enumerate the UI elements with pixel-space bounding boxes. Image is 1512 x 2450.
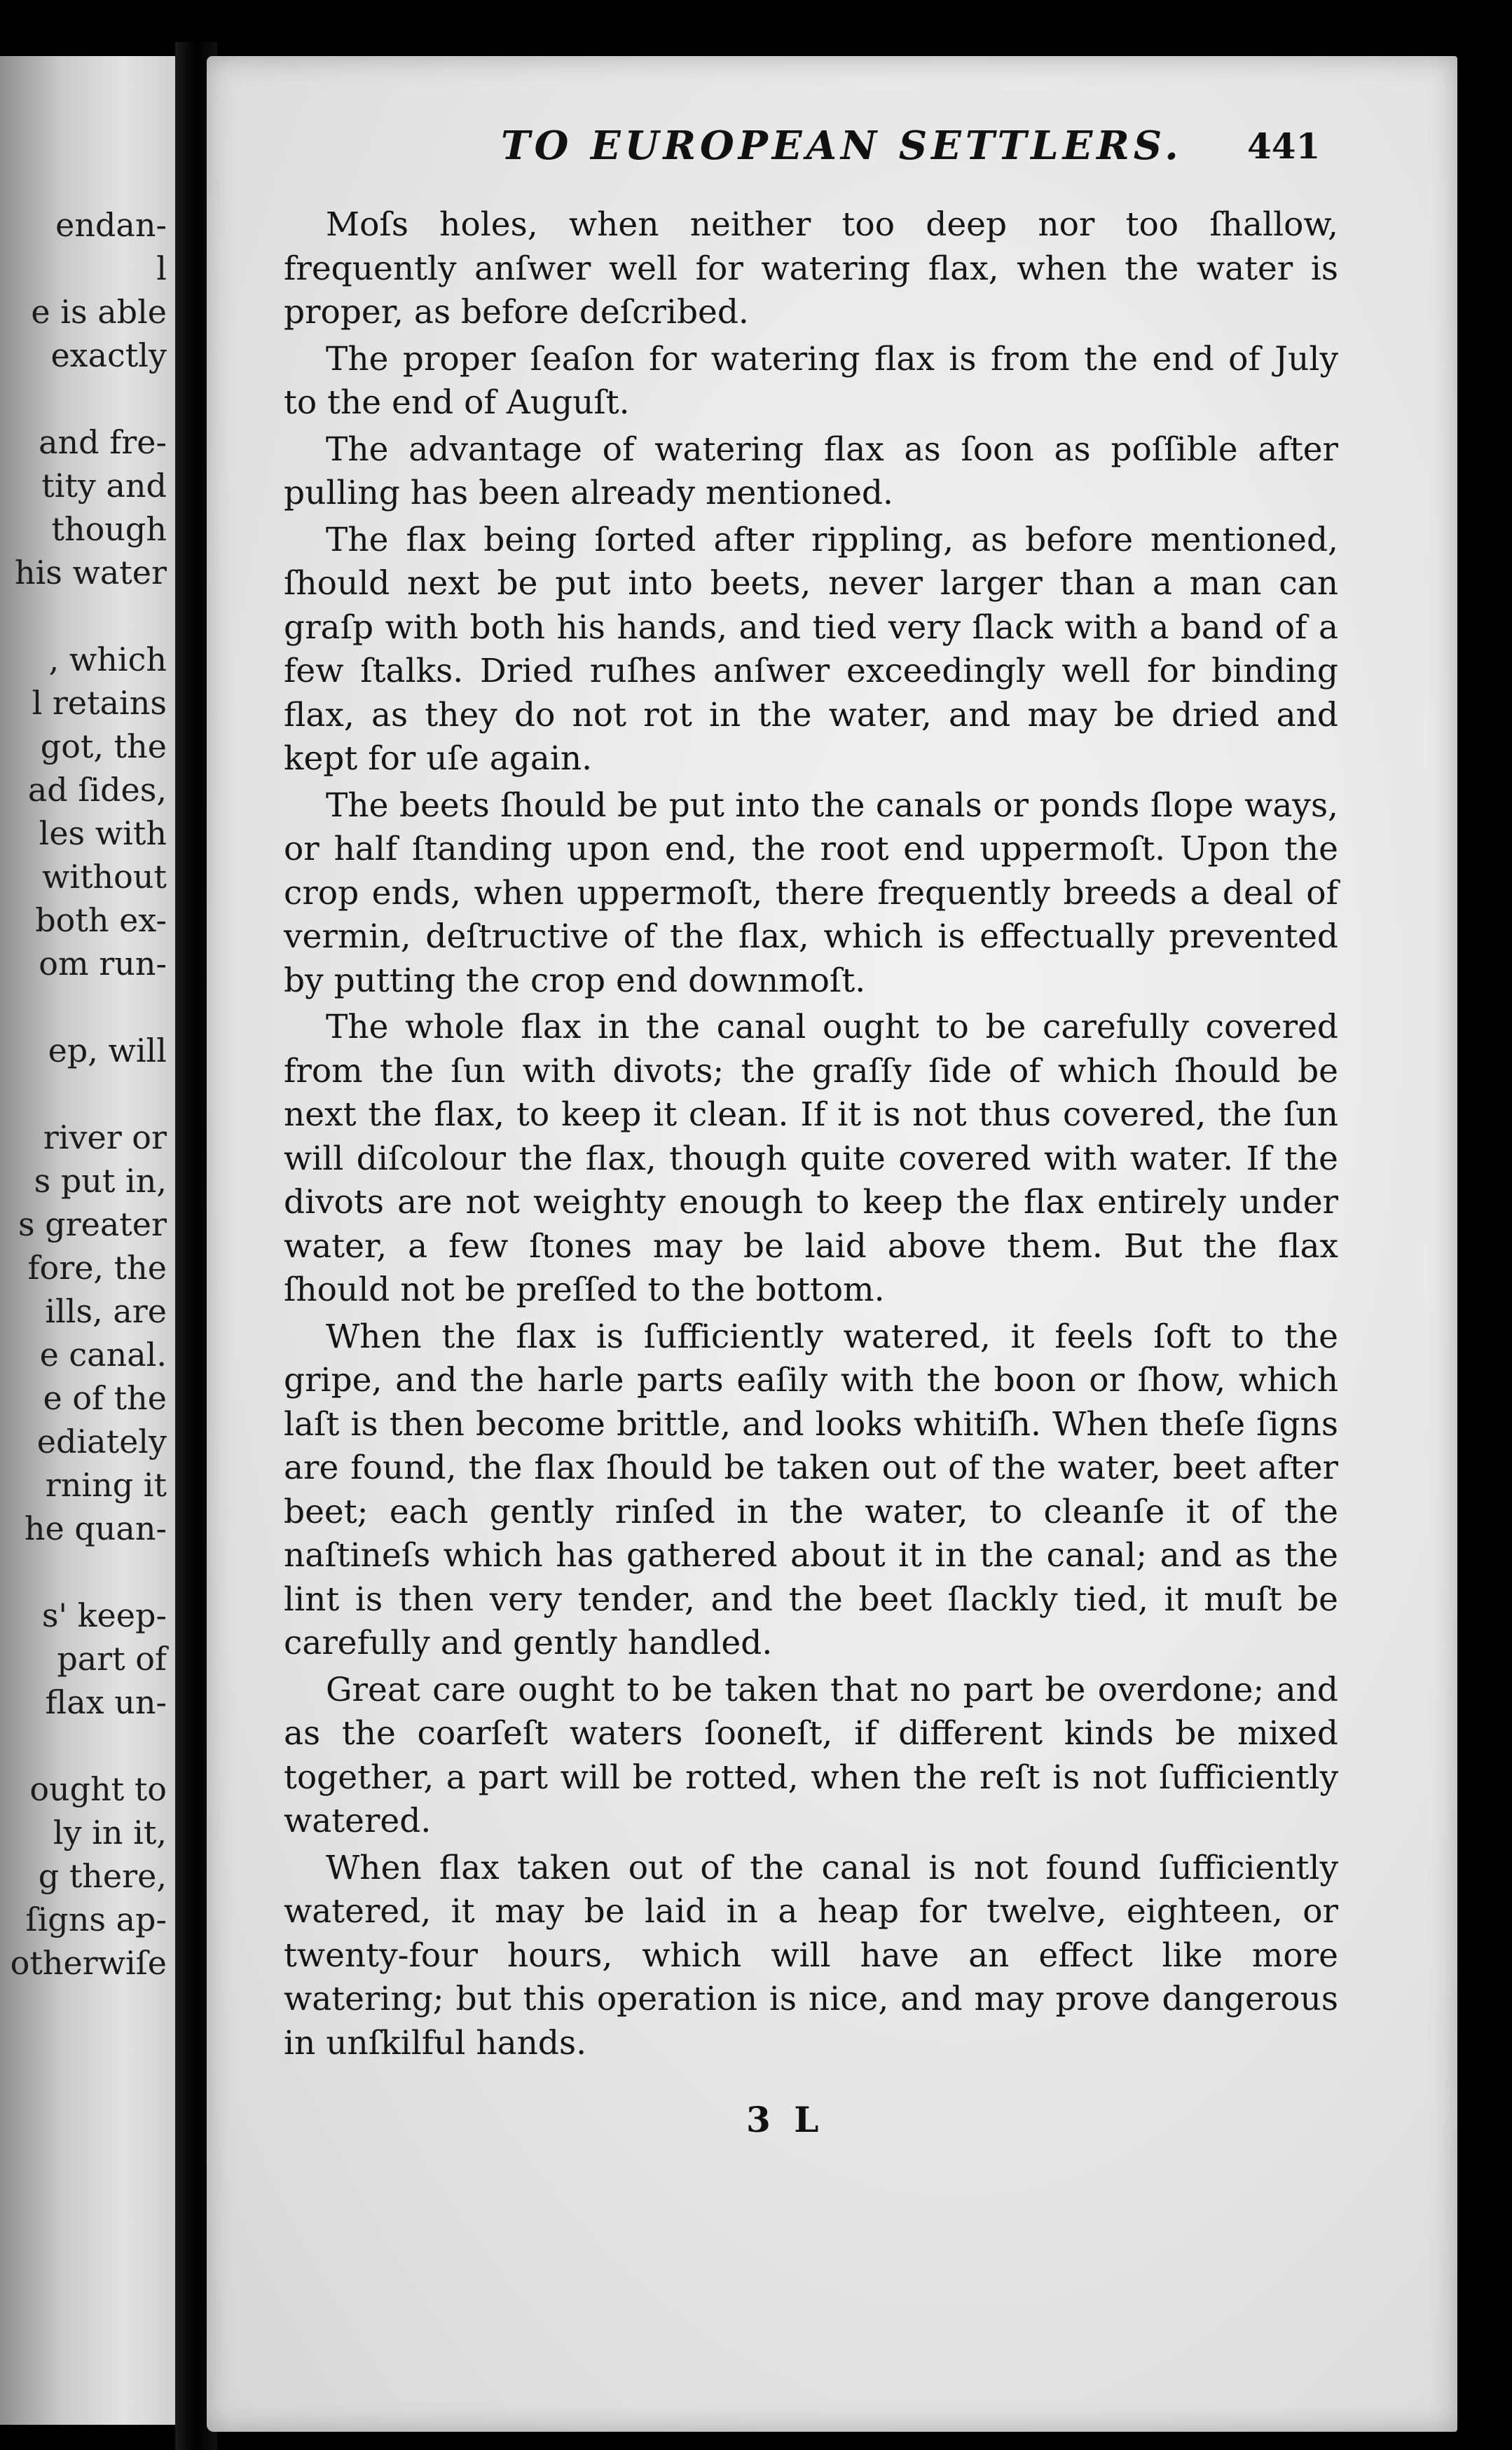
facing-page-line: river or (43, 1118, 167, 1156)
facing-page-line: l retains (32, 684, 167, 722)
facing-page-line: s' keep- (41, 1596, 167, 1634)
facing-page-line: s greater (18, 1205, 167, 1243)
facing-page-line: ſigns ap- (25, 1901, 167, 1938)
facing-page-line: his water (14, 554, 167, 591)
facing-page-line: g there, (38, 1857, 167, 1895)
facing-page-line: endan- (55, 206, 167, 244)
facing-page-line: both ex- (35, 901, 167, 939)
facing-page-line: rning it (45, 1466, 167, 1504)
paragraph: The beets ſhould be put into the canals or ponds ſlope ways, or half ſtanding upon end, the root end uppermoſt. Upon the crop ends, when uppermoſt, there frequently breeds a deal of vermin, deſtructive of the flax, which is effectually prevented by putting the crop end downmoſt. (284, 786, 1338, 1000)
facing-page-line: without (41, 858, 167, 896)
facing-page-line: , which (48, 641, 167, 678)
facing-page-line: fore, the (27, 1249, 167, 1287)
facing-page-line: tity and (41, 467, 167, 505)
facing-page-line: part of (57, 1640, 167, 1678)
body-text (284, 203, 1338, 2065)
facing-page-line: and fre- (39, 423, 167, 461)
facing-page-line: though (51, 510, 167, 548)
paragraph: The advantage of watering flax as ſoon as poſſible after pulling has been already mentioned. (284, 430, 1338, 512)
facing-page-line: om run- (39, 945, 167, 983)
facing-page-line: ediately (36, 1423, 167, 1460)
facing-page-line: ills, are (45, 1292, 167, 1330)
facing-page-line: got, the (40, 727, 167, 765)
paragraph: The proper ſeaſon for watering flax is from the end of July to the end of Auguſt. (284, 339, 1338, 422)
paragraph: The flax being ſorted after rippling, as before mentioned, ſhould next be put into beets, never larger than a man can graſp with both his hands, and tied very ſlack with a band of a few ſtalks. Dried ruſhes anſwer exceedingly well for binding flax, as they do not rot in the water, and may be dried and kept for uſe again. (284, 520, 1338, 778)
facing-page-line: e canal. (39, 1336, 167, 1374)
page-number: 441 (1247, 125, 1321, 167)
signature-mark: 3 L (746, 2099, 825, 2140)
facing-page-line: he quan- (24, 1510, 167, 1547)
paragraph: When the flax is ſufficiently watered, it feels ſoft to the gripe, and the harle parts eaſily with the boon or ſhow, which laſt is then become brittle, and looks whitiſh. When theſe ſigns are found, the flax ſhould be taken out of the water, beet after beet; each gently rinſed in the water, to cleanſe it of the naſtineſs which has gathered about it in the canal; and as the lint is then very tender, and the beet ſlackly tied, it muſt be carefully and gently handled. (284, 1317, 1338, 1662)
paragraph: Great care ought to be taken that no part be overdone; and as the coarſeſt waters ſooneſt, if different kinds be mixed together, a part will be rotted, when the reſt is not ſufficiently watered. (284, 1670, 1338, 1840)
page-header (207, 123, 1457, 179)
facing-page-line: exactly (50, 336, 167, 374)
facing-page-line: ly in it, (53, 1814, 167, 1852)
facing-page-line: flax un- (45, 1683, 167, 1721)
facing-page-line: s put in, (34, 1162, 167, 1200)
book-page (207, 56, 1457, 2432)
facing-page-line: otherwiſe (10, 1944, 167, 1982)
facing-page-line: e of the (43, 1379, 167, 1417)
facing-page-line: ep, will (48, 1032, 167, 1069)
facing-page-line: l (156, 249, 167, 287)
facing-page-line: ad ſides, (27, 771, 167, 809)
facing-page-line: e is able (31, 293, 167, 331)
paragraph: When flax taken out of the canal is not found ſufficiently watered, it may be laid in a heap for twelve, eighteen, or twenty-four hours, which will have an effect like more watering; but this operation is nice, and may prove dangerous in unſkilful hands. (284, 1848, 1338, 2062)
facing-page-line: ought to (29, 1770, 167, 1808)
paragraph: The whole flax in the canal ought to be carefully covered from the ſun with divots; the graſſy ſide of which ſhould be next the flax, to keep it clean. If it is not thus covered, the ſun will diſcolour the flax, though quite covered with water. If the divots are not weighty enough to keep the flax entirely under water, a few ſtones may be laid above them. But the flax ſhould not be preſſed to the bottom. (284, 1008, 1338, 1309)
facing-page-line: les with (39, 814, 167, 852)
running-title: TO EUROPEAN SETTLERS. (501, 123, 1183, 169)
facing-page (0, 56, 175, 2425)
paragraph: Moſs holes, when neither too deep nor too ſhallow, frequently anſwer well for watering flax, when the water is proper, as before deſcribed. (284, 205, 1338, 331)
